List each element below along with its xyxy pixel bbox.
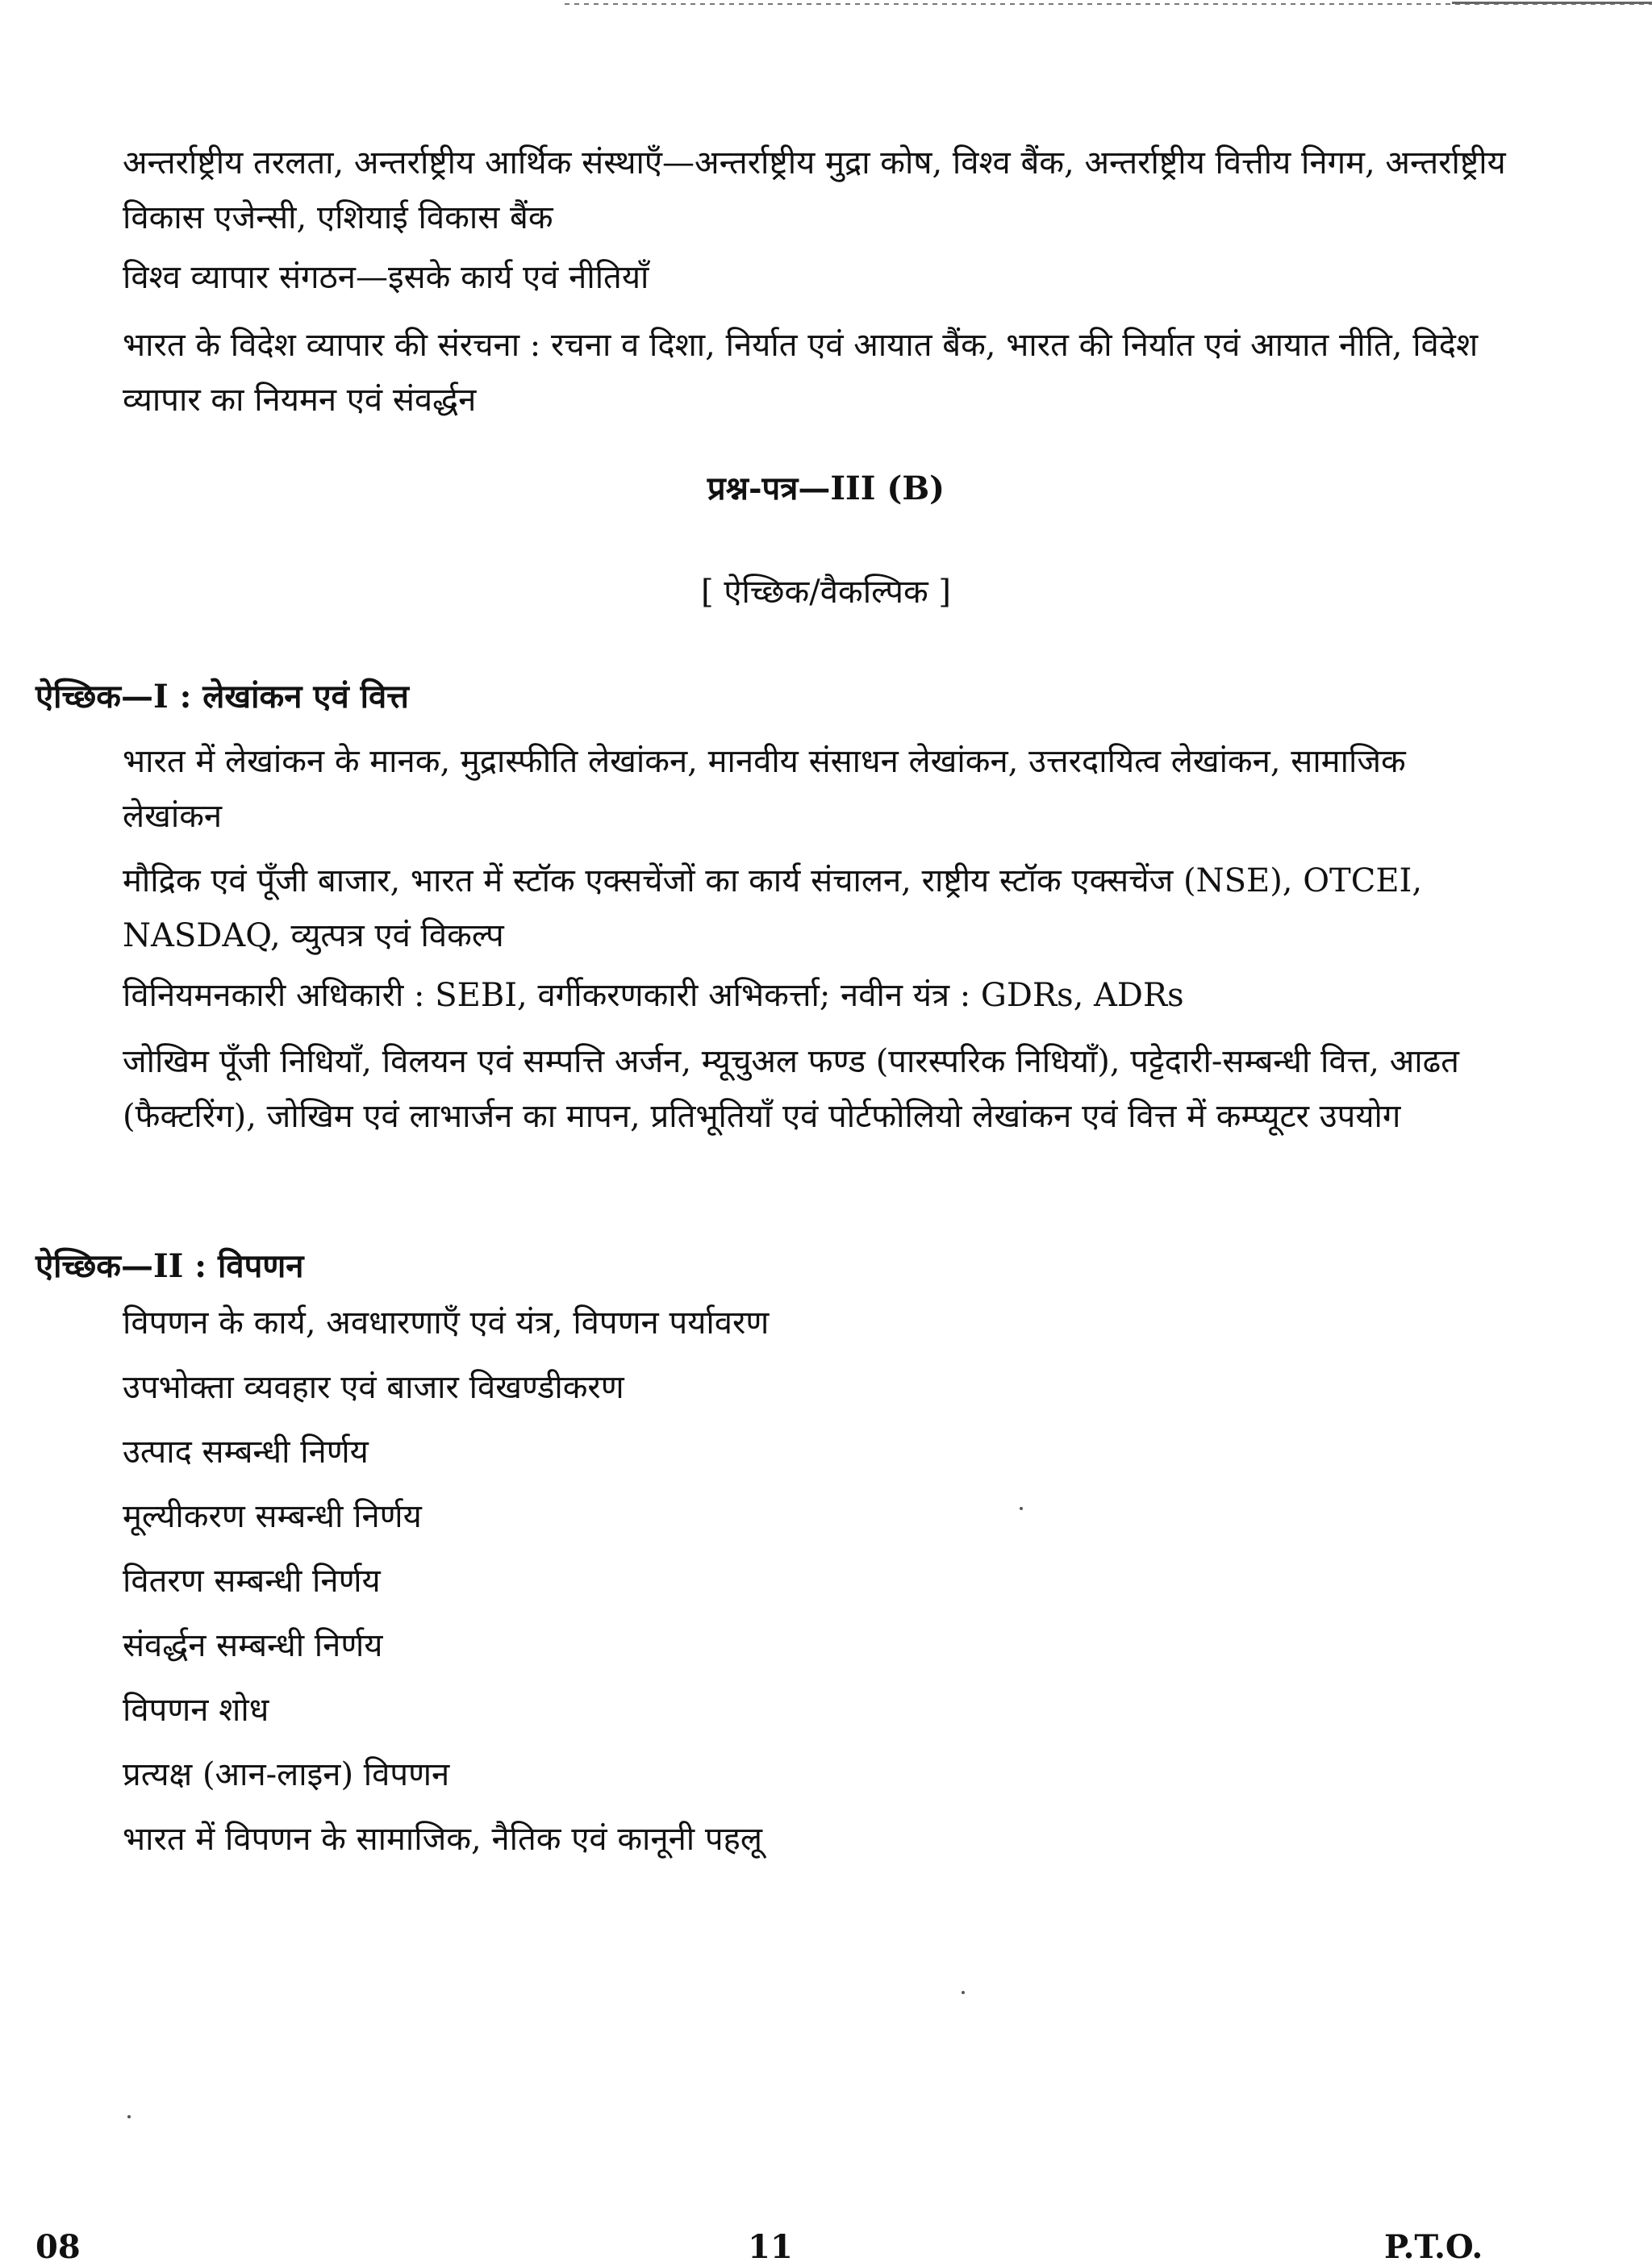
paper-title: प्रश्न-पत्र—III (B)	[707, 469, 945, 507]
intro-paragraph-3: भारत के विदेश व्यापार की संरचना : रचना व दिशा, निर्यात एवं आयात बैंक, भारत की निर्यात एवं आयात नीति, विदेश व्यापार का नियमन एवं संवर्द्धन	[123, 327, 1479, 419]
list-item: उत्पाद सम्बन्धी निर्णय	[123, 1433, 369, 1471]
scan-speck	[962, 1991, 965, 1994]
list-item: मूल्यीकरण सम्बन्धी निर्णय	[123, 1498, 422, 1535]
elective-2-topic-list	[123, 1291, 769, 1872]
list-item: उपभोक्ता व्यवहार एवं बाजार विखण्डीकरण	[123, 1369, 624, 1406]
paper-subtitle: [ ऐच्छिक/वैकल्पिक ]	[701, 574, 951, 611]
elective-2-heading: ऐच्छिक—II : विपणन	[35, 1247, 304, 1285]
elective-1-paragraph-1: भारत में लेखांकन के मानक, मुद्रास्फीति लेखांकन, मानवीय संसाधन लेखांकन, उत्तरदायित्व लेखांकन, सामाजिक लेखांकन	[123, 743, 1406, 835]
list-item: प्रत्यक्ष (आन-लाइन) विपणन	[123, 1756, 450, 1793]
elective-1-paragraph-2: मौद्रिक एवं पूँजी बाजार, भारत में स्टॉक एक्सचेंजों का कार्य संचालन, राष्ट्रीय स्टॉक एक्सचेंज (NSE), OTCEI, NASDAQ, व्युत्पत्र एवं विकल्प	[123, 862, 1423, 954]
list-item: भारत में विपणन के सामाजिक, नैतिक एवं कानूनी पहलू	[123, 1821, 762, 1858]
intro-paragraph-2: विश्व व्यापार संगठन—इसके कार्य एवं नीतियाँ	[123, 259, 649, 296]
list-item: वितरण सम्बन्धी निर्णय	[123, 1563, 381, 1600]
pto-label: P.T.O.	[1384, 2228, 1483, 2266]
list-item: विपणन के कार्य, अवधारणाएँ एवं यंत्र, विपणन पर्यावरण	[123, 1304, 770, 1342]
elective-1-paragraph-4: जोखिम पूँजी निधियाँ, विलयन एवं सम्पत्ति अर्जन, म्यूचुअल फण्ड (पारस्परिक निधियाँ), पट्टेदारी-सम्बन्धी वित्त, आढत (फैक्टरिंग), जोखिम एवं लाभार्जन का मापन, प्रतिभूतियाँ एवं पोर्टफोलियो लेखांकन एवं वित्त में कम्प्यूटर उपयोग	[123, 1043, 1459, 1135]
scan-speck	[127, 2115, 131, 2118]
top-edge-rule-solid	[1452, 2, 1652, 4]
page-number: 11	[748, 2228, 793, 2266]
scan-speck	[1020, 1507, 1023, 1510]
page-code: 08	[35, 2228, 81, 2266]
intro-paragraph-1: अन्तर्राष्ट्रीय तरलता, अन्तर्राष्ट्रीय आर्थिक संस्थाएँ—अन्तर्राष्ट्रीय मुद्रा कोष, विश्व बैंक, अन्तर्राष्ट्रीय वित्तीय निगम, अन्तर्राष्ट्रीय विकास एजेन्सी, एशियाई विकास बैंक	[123, 144, 1506, 236]
list-item: संवर्द्धन सम्बन्धी निर्णय	[123, 1627, 383, 1664]
list-item: विपणन शोध	[123, 1692, 269, 1729]
elective-1-heading: ऐच्छिक—I : लेखांकन एवं वित्त	[35, 678, 409, 716]
elective-1-paragraph-3: विनियमनकारी अधिकारी : SEBI, वर्गीकरणकारी अभिकर्त्ता; नवीन यंत्र : GDRs, ADRs	[123, 977, 1184, 1014]
